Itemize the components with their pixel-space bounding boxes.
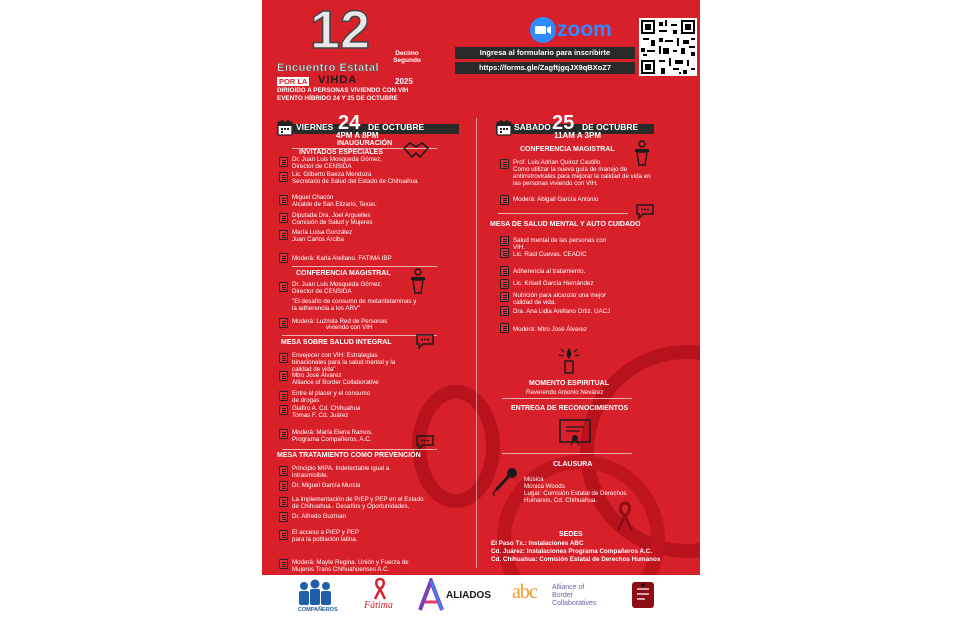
- clausura-title: CLAUSURA: [553, 461, 593, 468]
- mesa1-topic2-line2: de drogas: [292, 397, 320, 404]
- sat-conferencia-title: CONFERENCIA MAGISTRAL: [520, 146, 615, 153]
- edition-label: Decimo Segundo: [393, 50, 421, 64]
- sede-chihuahua: [491, 556, 660, 563]
- fatima-label: Fátima: [364, 600, 393, 611]
- list-bullet-icon: [279, 213, 288, 223]
- zoom-logo: [530, 17, 556, 43]
- companeros-label: COMPAÑEROS: [298, 607, 338, 613]
- mesa2-mod-2: Mujeres Trans Chihuahuenses A.C.: [292, 566, 390, 573]
- list-bullet-icon: [500, 279, 509, 289]
- list-bullet-icon: [500, 236, 509, 246]
- vihda-title: VIHDA: [318, 74, 358, 86]
- clausura-line-4: Humanos. Cd. Chihuahua.: [524, 497, 597, 504]
- aliados-logo-icon: [417, 578, 445, 612]
- dirigido-label: DIRIGIDO A PERSONAS VIVIENDO CON VIH: [277, 87, 409, 94]
- mesa2-mod-1: Moderá: Mayte Regina. Unión y Fuerza de: [292, 559, 409, 566]
- list-bullet-icon: [279, 466, 288, 476]
- list-bullet-icon: [279, 405, 288, 415]
- invitado-5-name: María Luisa González: [292, 229, 353, 236]
- abc-line-1: Alliance of: [552, 584, 585, 591]
- sat-speaker3: Dra. Ana Lidia Arellano Ortiz. UACJ: [513, 308, 611, 315]
- divider: [292, 266, 437, 267]
- moderator-icon: [279, 253, 288, 263]
- list-bullet-icon: [279, 497, 288, 507]
- mesa1-speaker1-name: Mtro José Álvarez: [292, 372, 342, 379]
- clausura-line-3: Lugar: Comisión Estatal de Derechos: [524, 490, 627, 497]
- mesa1-speaker2-line1: Glafiro A. Cd. Chihuahua: [292, 405, 361, 412]
- list-bullet-icon: [279, 172, 288, 182]
- moderator-icon: [500, 323, 509, 333]
- divider: [498, 213, 628, 214]
- friday-month: DE OCTUBRE: [368, 122, 425, 132]
- sede-venue: Instalaciones ABC: [528, 540, 584, 547]
- list-bullet-icon: [500, 292, 509, 302]
- awareness-ribbon-icon: [614, 500, 636, 532]
- mesa1-mod-1: Moderá: María Elena Ramos.: [292, 429, 373, 436]
- conf-topic-1: "El desafío de consumo de metanfetaminas y: [292, 298, 417, 305]
- mesa2-speaker2: Dr. Alfredo Guzman: [292, 513, 346, 520]
- conf-topic-2: la adherencia a los ARV": [292, 305, 361, 312]
- moderator-icon: [500, 195, 509, 205]
- invitados-title: INVITADOS ESPECIALES: [299, 149, 383, 156]
- encuentro-title: Encuentro Estatal: [277, 62, 380, 74]
- mesa1-speaker1-org: Alliance of Border Collaborative: [292, 379, 379, 386]
- mesa2-topic2-line2: de Chihuahua.- Desafíos y Oportunidades.: [292, 503, 410, 510]
- mesa1-topic1-line2: binacionales para la salud mental y la: [292, 359, 396, 366]
- list-bullet-icon: [279, 391, 288, 401]
- abc-logo: abc: [512, 581, 537, 603]
- list-bullet-icon: [279, 195, 288, 205]
- invitado-2-name: Lic. Gilberto Baeza Mendoza: [292, 171, 372, 178]
- saturday-date-number: 25: [552, 112, 575, 134]
- invitado-4-role: Comisión de Salud y Mujeres: [292, 219, 373, 226]
- chat-bubble-icon: [414, 332, 436, 350]
- calendar-icon: [496, 119, 512, 136]
- qr-code[interactable]: [639, 18, 697, 76]
- divider: [502, 453, 632, 454]
- sedes-title: SEDES: [559, 531, 583, 538]
- event-poster: [262, 0, 700, 575]
- moderator-icon: [279, 318, 288, 328]
- invitado-1-name: Dr. Juan Luis Mosqueda Gómez.: [292, 156, 383, 163]
- list-bullet-icon: [279, 481, 288, 491]
- sat-speaker1: Lic. Raúl Cuevas. CEADIC: [513, 251, 587, 258]
- divider: [502, 398, 632, 399]
- saturday-time: 11AM A 3PM: [554, 131, 601, 140]
- invitado-5-role: Juan Carlos Arciba: [292, 236, 344, 243]
- mesa2-topic1-line1: Principio MIPA. Indetectable igual a: [292, 465, 390, 472]
- conf-speaker-name: Dr. Juan Luis Mosqueda Gómez.: [292, 281, 383, 288]
- conf-speaker-role: Director de CENSIDA: [292, 288, 352, 295]
- sede-juarez: [491, 548, 652, 555]
- mesa1-topic1-line1: Envejecer con VIH: Estrategias: [292, 352, 378, 359]
- sat-topic3-line2: calidad de vida.: [513, 299, 556, 306]
- list-bullet-icon: [279, 530, 288, 540]
- mesa2-topic2-line1: La implementación de PrEP y PEP en el Estado: [292, 496, 424, 503]
- podium-icon: [632, 140, 652, 166]
- sat-conf-topic-3: las personas viviendo con VIH.: [513, 180, 598, 187]
- column-divider: [476, 118, 477, 568]
- certificate-icon: [558, 418, 592, 446]
- mesa2-topic3-line2: para la población latina.: [292, 536, 358, 543]
- sat-topic1-line1: Salud mental de las personas con: [513, 237, 607, 244]
- companeros-logo-icon: [296, 579, 334, 607]
- emblem-logo-icon: [628, 579, 658, 611]
- sat-conf-mod: Moderá: Abigail García Antonio: [513, 196, 599, 203]
- registration-label: Ingresa al formulario para inscribirte: [455, 47, 635, 59]
- list-bullet-icon: [500, 159, 509, 169]
- chat-bubble-icon: [634, 202, 656, 220]
- sede-city: Cd. Juárez:: [491, 548, 525, 555]
- calendar-icon: [277, 119, 293, 136]
- camera-icon: [530, 17, 556, 43]
- sede-city: El Paso Tx.:: [491, 540, 527, 547]
- conferencia-title: CONFERENCIA MAGISTRAL: [296, 270, 391, 277]
- friday-date-number: 24: [338, 112, 361, 134]
- sat-conf-topic-1: Como utilizar la nueva guía de manejo de: [513, 166, 628, 173]
- mesa-salud-integral-title: MESA SOBRE SALUD INTEGRAL: [281, 339, 392, 346]
- conf-mod-2: viviendo con VIH: [326, 324, 373, 331]
- sede-el-paso: [491, 540, 584, 547]
- qr-code-icon: [639, 18, 697, 76]
- momento-speaker: Reverendo Antonio Nevárez: [526, 389, 604, 396]
- mesa2-topic1-line2: intrasmisible.: [292, 472, 329, 479]
- mesa1-mod-2: Programa Compañeros, A.C.: [292, 436, 372, 443]
- sat-topic2: Adherencia al tratamiento.: [513, 268, 586, 275]
- sponsors-bar: [262, 575, 700, 617]
- entrega-title: ENTREGA DE RECONOCIMIENTOS: [511, 405, 629, 412]
- inauguracion-label: INAUGURACIÓN: [337, 140, 393, 147]
- aliados-label: ALIADOS: [446, 590, 491, 601]
- clausura-line-2: Mónica Woods: [524, 483, 565, 490]
- registration-url[interactable]: https://forms.gle/ZagftjgqJX9qBXoZ7: [455, 62, 635, 74]
- sat-topic1-line2: VIH.: [513, 244, 526, 251]
- list-bullet-icon: [279, 282, 288, 292]
- conf-mod-1: Moderá: Luzmila Red de Personas: [292, 318, 388, 325]
- sat-conf-topic-2: antirretrovirales para mejorar la calidad de vida en: [513, 173, 651, 180]
- abc-line-2: Border: [552, 592, 574, 599]
- sat-speaker2: Lic. Krisell García Hernández: [513, 280, 594, 287]
- moderator-icon: [279, 559, 288, 569]
- saturday-day: SABADO: [514, 122, 551, 132]
- invitado-2-role: Secretario de Salud del Estado de Chihuahua: [292, 178, 418, 185]
- sat-topic3-line1: Nutrición para alcanzar una mejor: [513, 292, 606, 299]
- sede-venue: Comisión Estatal de Derechos Humanos: [539, 556, 661, 563]
- list-bullet-icon: [500, 306, 509, 316]
- mesa2-topic3-line1: El acceso a PrEP y PEP: [292, 529, 359, 536]
- invitado-4-name: Diputada Dra. Joel Arguelles: [292, 212, 371, 219]
- list-bullet-icon: [500, 248, 509, 258]
- zoom-wordmark: zoom: [557, 18, 612, 41]
- list-bullet-icon: [279, 157, 288, 167]
- edition-number: 12: [310, 0, 371, 60]
- invitado-3-role: Alcalde de San Elizario, Texas.: [292, 201, 377, 208]
- moderador-1: Moderá: Karla Arellano. FATIMA IBP: [292, 255, 392, 262]
- evento-label: EVENTO HÍBRIDO 24 Y 25 DE OCTUBRE: [277, 95, 398, 102]
- sat-conf-speaker: Prof. Luis Adrian Quiroz Castillo: [513, 159, 601, 166]
- saturday-month: DE OCTUBRE: [582, 122, 639, 132]
- friday-day: VIERNES: [296, 122, 334, 132]
- sat-mesa-mod: Moderá: Mtro José Álvarez: [513, 326, 587, 333]
- invitado-3-name: Miguel Chacón: [292, 194, 334, 201]
- friday-time: 4PM A 8PM: [336, 131, 379, 140]
- mesa2-speaker1: Dr. Miguel García Murcia: [292, 482, 361, 489]
- list-bullet-icon: [279, 353, 288, 363]
- podium-icon: [408, 268, 428, 294]
- microphone-icon: [490, 466, 520, 496]
- year-label: 2025: [395, 77, 413, 86]
- por-la-label: POR LA: [279, 77, 308, 86]
- mesa1-speaker2-line2: Tomas F. Cd. Juárez: [292, 412, 349, 419]
- handshake-icon: [402, 140, 430, 160]
- candle-light-icon: [558, 346, 580, 376]
- sede-city: Cd. Chihuahua:: [491, 556, 538, 563]
- list-bullet-icon: [279, 371, 288, 381]
- clausura-line-1: Música: [524, 476, 544, 483]
- fatima-ribbon-icon: [372, 577, 388, 601]
- list-bullet-icon: [279, 230, 288, 240]
- list-bullet-icon: [279, 512, 288, 522]
- abc-line-3: Collaboratives: [552, 600, 597, 607]
- mesa1-topic2-line1: Entre el placer y el consumo: [292, 390, 371, 397]
- momento-espiritual-title: MOMENTO ESPIRITUAL: [529, 380, 609, 387]
- moderator-icon: [279, 429, 288, 439]
- sede-venue: Instalaciones Programa Compañeros A.C.: [526, 548, 653, 555]
- list-bullet-icon: [500, 266, 509, 276]
- invitado-1-role: Director de CENSIDA: [292, 163, 352, 170]
- mesa1-topic1-line3: calidad de vida": [292, 366, 336, 373]
- mesa-tratamiento-title: MESA TRATAMIENTO COMO PREVENCIÓN: [277, 452, 421, 459]
- divider: [282, 449, 437, 450]
- mesa-salud-mental-title: MESA DE SALUD MENTAL Y AUTO CUIDADO: [490, 221, 641, 228]
